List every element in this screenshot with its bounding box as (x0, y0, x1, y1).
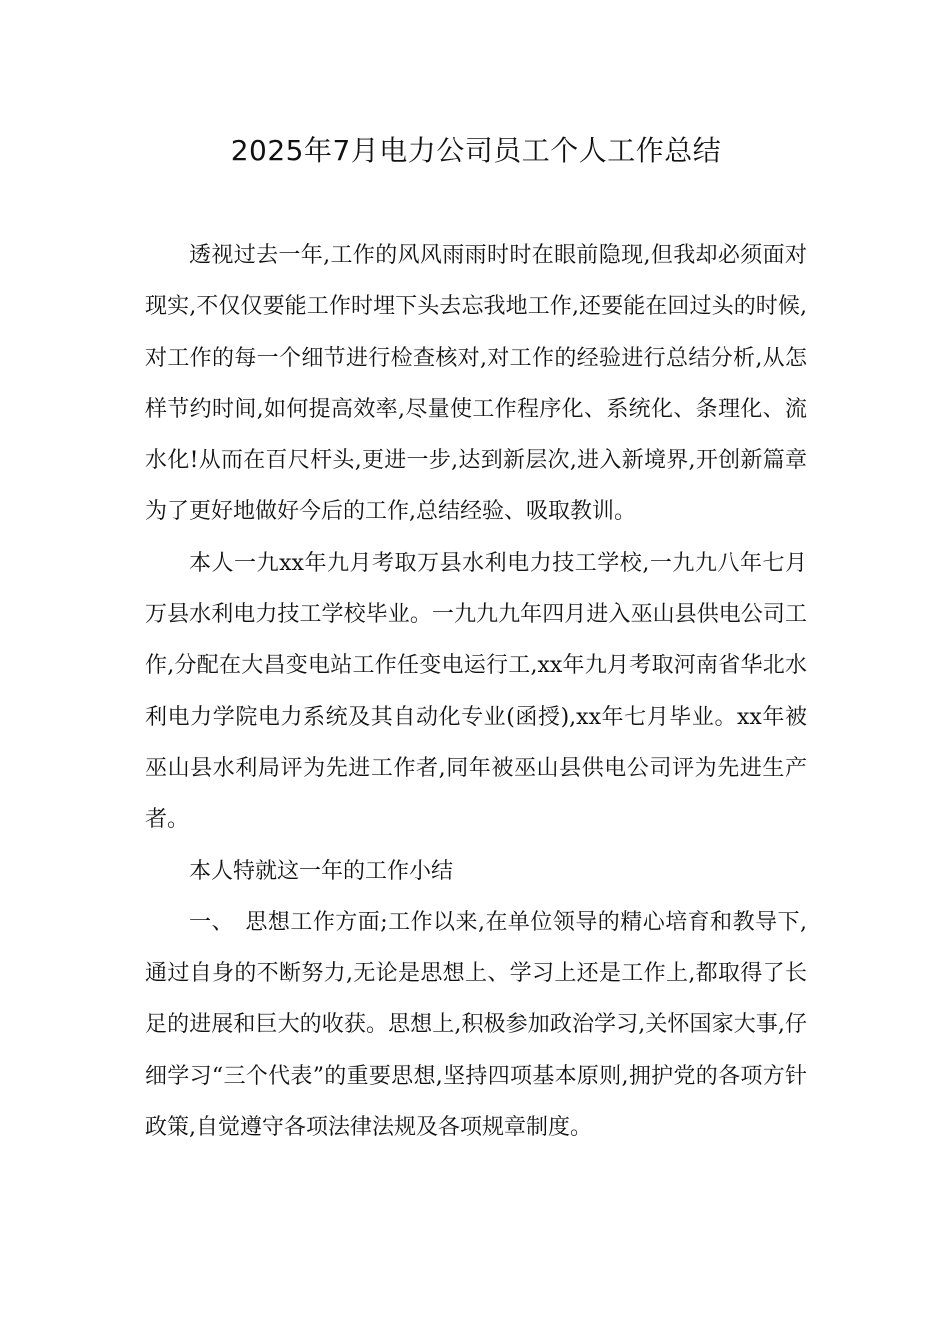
document-body (145, 230, 807, 1153)
paragraph-section-one: 一、 思想工作方面;工作以来,在单位领导的精心培育和教导下,通过自身的不断努力,无论是思想上、学习上还是工作上,都取得了长足的进展和巨大的收获。思想上,积极参加政治学习,关怀国家大事,仔细学习“三个代表”的重要思想,坚持四项基本原则,拥护党的各项方针政策,自觉遵守各项法律法规及各项规章制度。 (145, 909, 807, 1141)
paragraph-background: 本人一九xx年九月考取万县水利电力技工学校,一九九八年七月万县水利电力技工学校毕业。一九九九年四月进入巫山县供电公司工作,分配在大昌变电站工作任变电运行工,xx年九月考取河南省华北水利电力学院电力系统及其自动化专业(函授),xx年七月毕业。xx年被巫山县水利局评为先进工作者,同年被巫山县供电公司评为先进生产者。 (145, 550, 807, 833)
paragraph-summary-lead: 本人特就这一年的工作小结 (189, 858, 454, 884)
document-page (145, 125, 807, 1153)
document-title: 2025年7月电力公司员工个人工作总结 (230, 134, 722, 167)
paragraph-intro: 透视过去一年,工作的风风雨雨时时在眼前隐现,但我却必须面对现实,不仅仅要能工作时埋下头去忘我地工作,还要能在回过头的时候,对工作的每一个细节进行检查核对,对工作的经验进行总结分析,从怎样节约时间,如何提高效率,尽量使工作程序化、系统化、条理化、流水化!从而在百尺杆头,更进一步,达到新层次,进入新境界,开创新篇章为了更好地做好今后的工作,总结经验、吸取教训。 (145, 243, 807, 525)
